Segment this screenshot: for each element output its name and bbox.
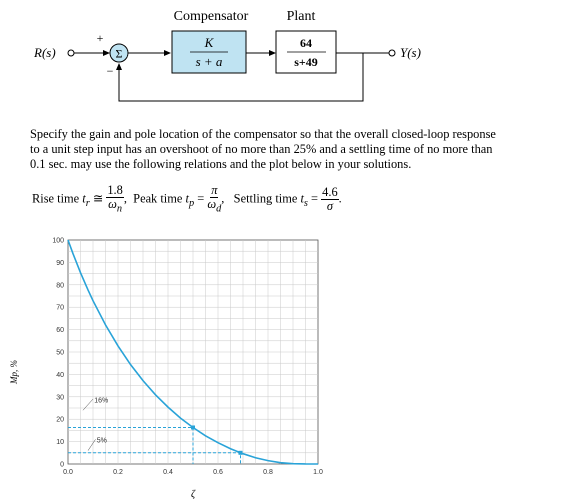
- x-tick-label: 0.4: [163, 469, 173, 476]
- block-diagram: [0, 0, 575, 120]
- input-label: R(s): [34, 45, 56, 60]
- compensator-label: Compensator: [173, 9, 249, 24]
- peak-time-label: Peak time: [133, 191, 183, 206]
- annotation-marker-5: [239, 451, 243, 455]
- annotation-label-5: 5%: [96, 437, 107, 445]
- input-terminal: [68, 50, 74, 56]
- plant-numerator: 64: [300, 36, 312, 50]
- rise-time-subscript: r: [85, 198, 90, 210]
- x-axis-label: ζ: [190, 489, 196, 500]
- feedback-arrowhead: [116, 63, 122, 70]
- minus-sign: −: [106, 64, 114, 78]
- input-arrowhead: [103, 50, 110, 56]
- peak-time-operator: =: [197, 191, 205, 206]
- problem-line-3: 0.1 sec. may use the following relations and the plot below in your solutions.: [30, 157, 412, 172]
- peak-time-den-subscript: d: [216, 203, 222, 215]
- rise-time-symbol: t: [82, 191, 86, 206]
- x-tick-label: 0.2: [113, 469, 123, 476]
- settling-time-operator: =: [311, 191, 319, 206]
- peak-time-symbol: t: [185, 191, 189, 206]
- peak-time-fraction: [207, 184, 221, 215]
- y-tick-label: 40: [56, 371, 64, 379]
- rise-time-den-subscript: n: [116, 203, 123, 215]
- y-tick-label: 100: [52, 237, 64, 245]
- problem-statement: [30, 127, 575, 173]
- problem-line-1: Specify the gain and pole location of the compensator so that the overall closed-loop response: [30, 127, 496, 141]
- x-tick-label: 0.0: [63, 469, 73, 476]
- y-axis-label: Mp, %: [9, 360, 19, 384]
- rise-time-denominator: ω: [108, 197, 117, 211]
- relations-line: Rise time $t_r$ ≅ $\frac{1.8}{\omega_n}$ , Peak time $t_p$ = $\frac{\pi}{\omega_d}$ , Settling time $t_s$ = $\frac{4.6}{\sigma}$ .: [32, 183, 342, 215]
- output-terminal: [389, 50, 395, 56]
- y-tick-label: 20: [56, 416, 64, 424]
- rise-time-label: Rise time: [32, 191, 80, 206]
- y-tick-label: 60: [56, 327, 64, 335]
- compensator-denominator: s + a: [195, 54, 223, 69]
- plant-label: Plant: [286, 9, 316, 24]
- y-tick-label: 50: [56, 349, 64, 357]
- overshoot-chart: [0, 230, 340, 503]
- y-tick-label: 70: [56, 304, 64, 312]
- peak-time-numerator: π: [211, 183, 218, 197]
- plant-denominator: s+49: [294, 55, 318, 69]
- y-tick-label: 0: [60, 461, 64, 469]
- annotation-marker-16: [191, 425, 195, 429]
- settling-time-symbol: t: [300, 191, 304, 206]
- sum-symbol: Σ: [115, 46, 123, 61]
- x-tick-label: 1.0: [313, 469, 323, 476]
- compensator-numerator: K: [204, 35, 214, 50]
- settling-time-denominator: σ: [326, 199, 333, 214]
- plus-sign: +: [96, 31, 104, 45]
- peak-time-denominator: ω: [207, 197, 217, 211]
- x-tick-label: 0.6: [213, 469, 223, 476]
- settling-time-subscript: s: [303, 198, 308, 210]
- plant-arrowhead: [269, 50, 276, 56]
- problem-line-2: to a unit step input has an overshoot of no more than 25% and a settling time of no more than: [30, 142, 493, 157]
- output-label: Y(s): [400, 45, 421, 60]
- y-tick-label: 80: [56, 282, 64, 290]
- y-tick-label: 30: [56, 394, 64, 402]
- y-tick-label: 90: [56, 259, 64, 267]
- y-tick-label: 10: [56, 439, 64, 447]
- annotation-label-16: 16%: [94, 397, 109, 405]
- rise-time-fraction: [106, 184, 124, 215]
- rise-time-numerator: 1.8: [107, 183, 123, 197]
- rise-time-operator: ≅: [92, 191, 104, 206]
- settling-time-label: Settling time: [233, 191, 298, 206]
- peak-time-subscript: p: [188, 198, 195, 210]
- peak-time-sep: ,: [221, 191, 225, 206]
- comp-arrowhead: [164, 50, 171, 56]
- settling-time-numerator: 4.6: [322, 185, 338, 200]
- rise-time-sep: ,: [123, 191, 127, 206]
- x-tick-label: 0.8: [263, 469, 273, 476]
- settling-time-fraction: [321, 186, 339, 213]
